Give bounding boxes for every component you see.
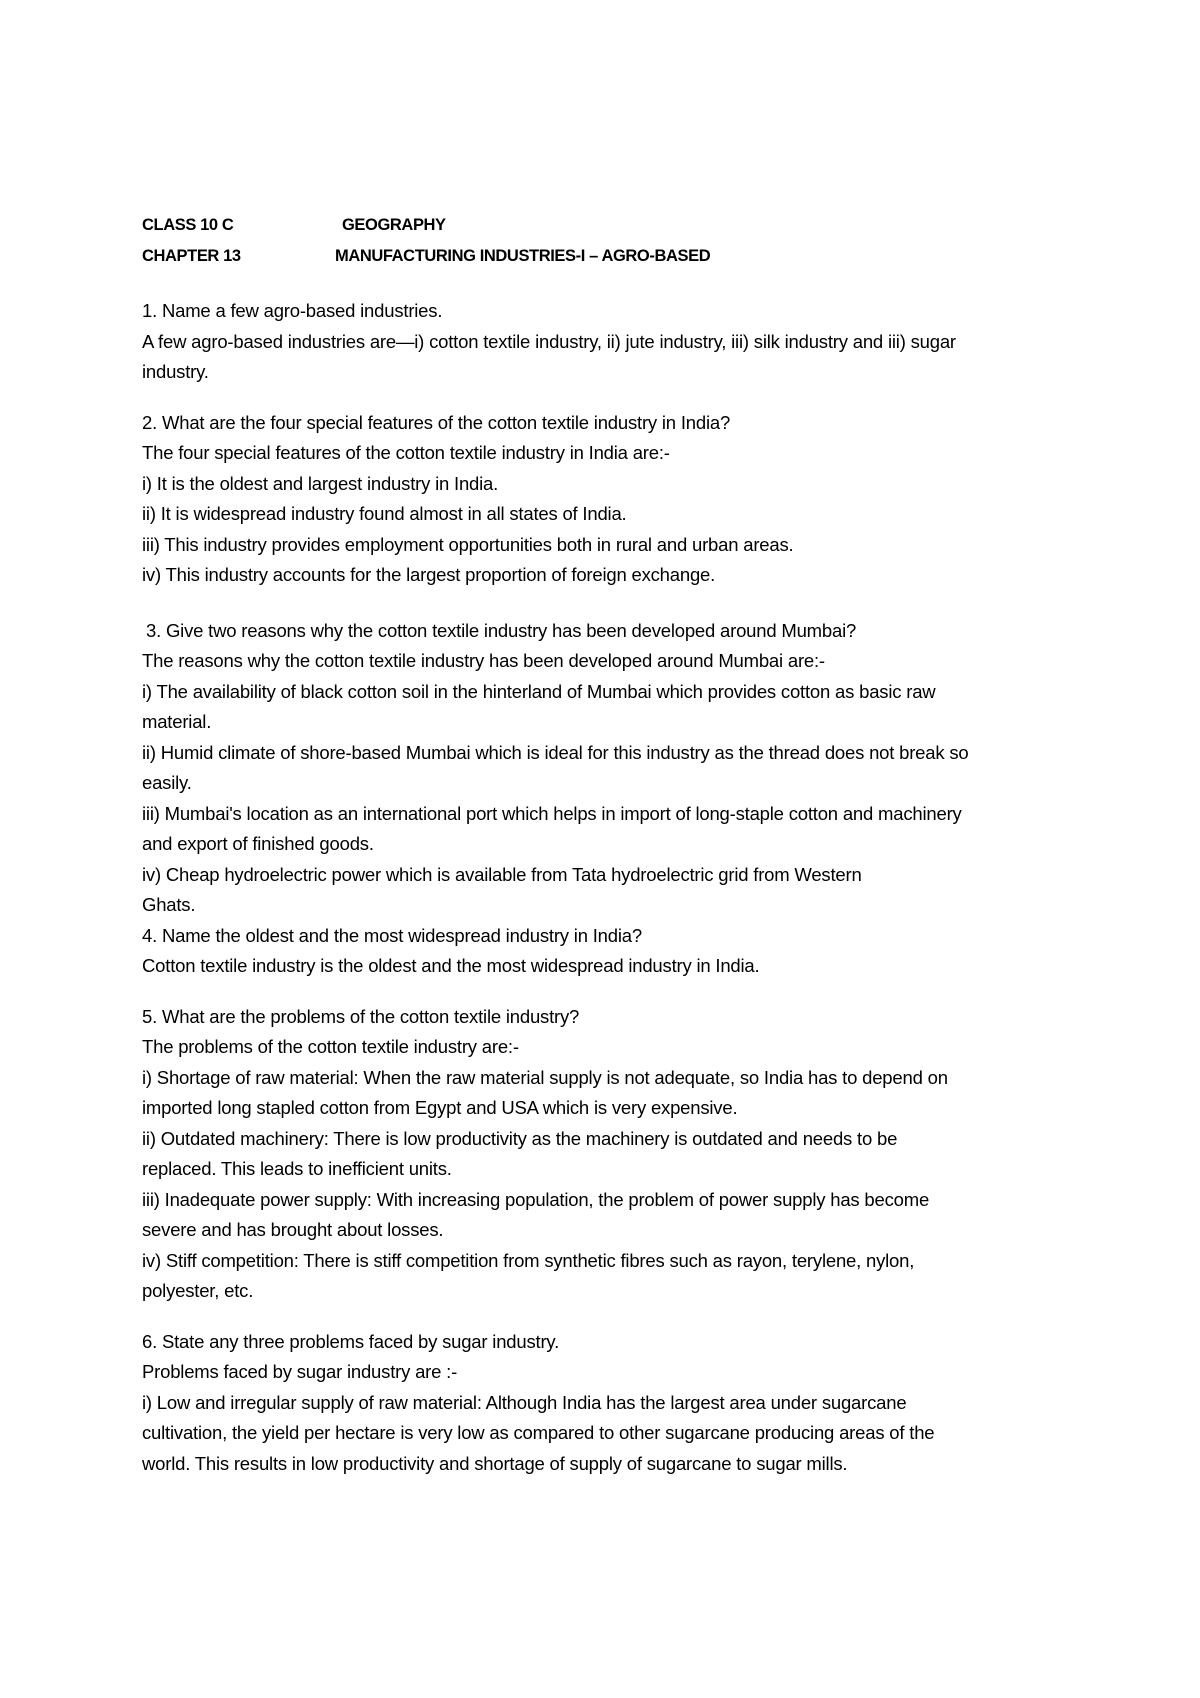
answer-line: cultivation, the yield per hectare is very low as compared to other sugarcane producing areas of the <box>142 1422 935 1443</box>
question-block-2 <box>142 408 1082 591</box>
answer-line: ii) It is widespread industry found almost in all states of India. <box>142 503 627 524</box>
question-block-4 <box>142 921 1082 982</box>
answer-line: iv) Stiff competition: There is stiff competition from synthetic fibres such as rayon, terylene, nylon, <box>142 1249 915 1271</box>
answer-line: ii) Humid climate of shore-based Mumbai which is ideal for this industry as the thread does not break so <box>142 741 969 763</box>
answer-line: Problems faced by sugar industry are :- <box>142 1361 458 1382</box>
answer-line: i) Low and irregular supply of raw material: Although India has the largest area under sugarcane <box>142 1391 907 1413</box>
question-5: 5. What are the problems of the cotton textile industry? <box>142 1005 580 1027</box>
answer-line: Ghats. <box>142 894 196 915</box>
answer-line: The four special features of the cotton textile industry in India are:- <box>142 442 670 463</box>
answer-line: world. This results in low productivity and shortage of supply of sugarcane to sugar mills. <box>142 1452 848 1474</box>
answer-line: iv) This industry accounts for the largest proportion of foreign exchange. <box>142 564 716 585</box>
answer-line: and export of finished goods. <box>142 833 374 854</box>
answer-line: industry. <box>142 361 209 382</box>
class-label: CLASS 10 C <box>142 216 234 234</box>
question-3: 3. Give two reasons why the cotton textile industry has been developed around Mumbai? <box>146 619 857 641</box>
answer-line: iii) Inadequate power supply: With increasing population, the problem of power supply has become <box>142 1188 930 1210</box>
answer-line: The reasons why the cotton textile industry has been developed around Mumbai are:- <box>142 650 825 671</box>
answer-line: A few agro-based industries are—i) cotton textile industry, ii) jute industry, iii) silk industry and iii) sugar <box>142 330 956 352</box>
answer-line: material. <box>142 711 212 732</box>
question-block-5 <box>142 1002 1082 1307</box>
header-row-class <box>142 210 1082 241</box>
chapter-title: MANUFACTURING INDUSTRIES-I – AGRO-BASED <box>335 246 711 265</box>
answer-line: The problems of the cotton textile industry are:- <box>142 1036 519 1057</box>
answer-line: iv) Cheap hydroelectric power which is available from Tata hydroelectric grid from Western <box>142 863 862 885</box>
answer-line: severe and has brought about losses. <box>142 1219 444 1240</box>
header-row-chapter <box>142 241 1082 272</box>
question-block-3 <box>142 616 1082 921</box>
answer-line: i) Shortage of raw material: When the raw material supply is not adequate, so India has to depend on <box>142 1066 948 1088</box>
document-content <box>142 210 1082 1479</box>
subject-label: GEOGRAPHY <box>342 216 446 234</box>
answer-line: polyester, etc. <box>142 1280 254 1301</box>
question-4: 4. Name the oldest and the most widespread industry in India? <box>142 924 642 946</box>
answer-line: replaced. This leads to inefficient units. <box>142 1158 452 1179</box>
answer-line: ii) Outdated machinery: There is low productivity as the machinery is outdated and needs to be <box>142 1127 898 1149</box>
answer-line: iii) This industry provides employment opportunities both in rural and urban areas. <box>142 533 794 555</box>
answer-line: easily. <box>142 772 192 793</box>
answer-line: Cotton textile industry is the oldest and the most widespread industry in India. <box>142 955 760 976</box>
question-6: 6. State any three problems faced by sugar industry. <box>142 1330 560 1352</box>
answer-line: i) The availability of black cotton soil in the hinterland of Mumbai which provides cotton as basic raw <box>142 680 936 702</box>
question-block-6 <box>142 1327 1082 1480</box>
question-block-1 <box>142 296 1082 388</box>
answer-line: imported long stapled cotton from Egypt and USA which is very expensive. <box>142 1097 738 1118</box>
answer-line: i) It is the oldest and largest industry in India. <box>142 472 499 494</box>
question-2: 2. What are the four special features of the cotton textile industry in India? <box>142 411 731 433</box>
answer-line: iii) Mumbai's location as an international port which helps in import of long-staple cotton and machinery <box>142 802 962 824</box>
question-1: 1. Name a few agro-based industries. <box>142 300 443 321</box>
chapter-label: CHAPTER 13 <box>142 246 241 265</box>
